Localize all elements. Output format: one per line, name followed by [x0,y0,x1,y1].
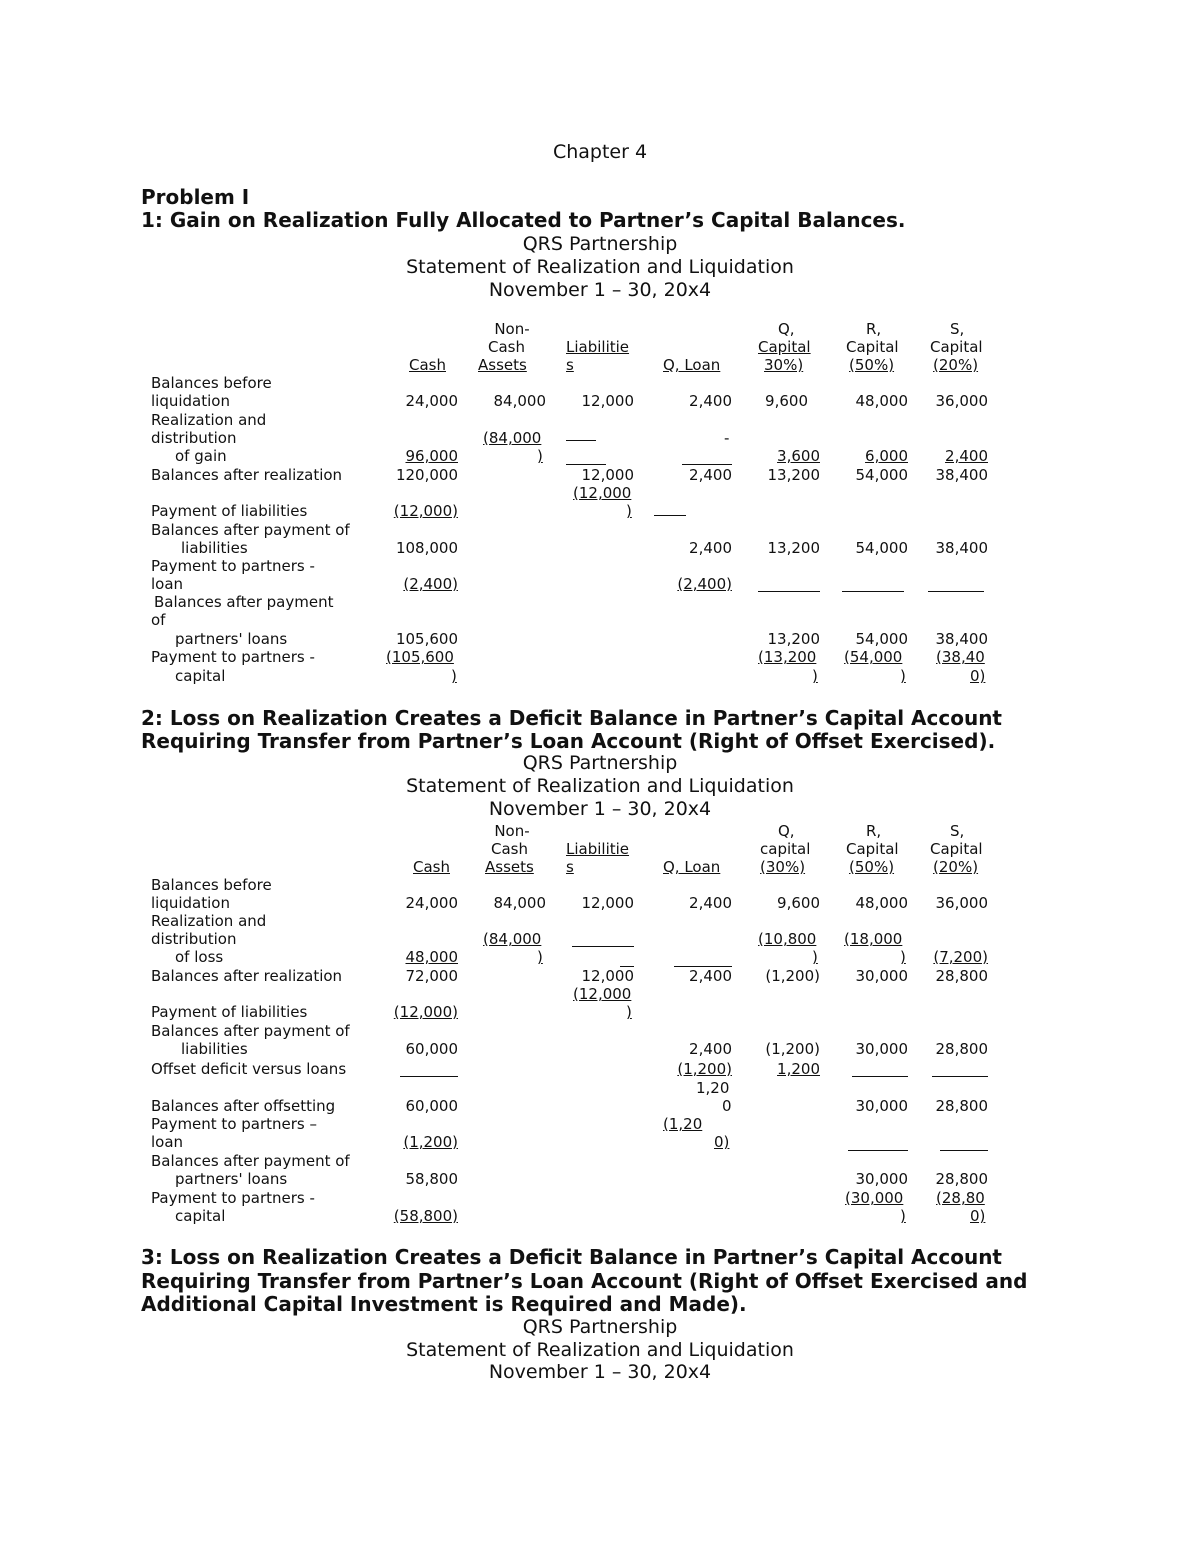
col-header-liabilities: s [566,356,574,374]
cell: ) [900,948,906,966]
cell: ) [812,948,818,966]
cell: 9,600 [765,392,808,410]
row-label: Balances after offsetting [151,1097,336,1115]
row-label: Balances after realization [151,466,343,484]
cell: (105,600 [386,648,454,666]
cell: 12,000 [581,392,634,410]
cell: 30,000 [855,967,908,985]
cell: 120,000 [395,466,458,484]
col-header-s-capital: S, [950,320,965,338]
cell: (13,200 [758,648,817,666]
section2-heading: 2: Loss on Realization Creates a Deficit Balance in Partner’s Capital Account [141,706,1002,730]
cell: 12,000 [581,967,634,985]
cell: 0 [722,1097,732,1115]
rule-line [932,1076,988,1077]
cell: 84,000 [493,894,546,912]
rule-line [842,591,904,592]
row-label: loan [151,575,184,593]
col-header-noncash: Cash [488,338,525,356]
cell: 2,400 [689,894,732,912]
cell: ) [900,1207,906,1225]
cell: ) [537,447,543,465]
cell: 108,000 [395,539,458,557]
col-header-r-capital: Capital [846,840,899,858]
cell: (10,800 [758,930,817,948]
section1-company: QRS Partnership [522,233,678,255]
cell: (12,000) [393,1003,458,1021]
col-header-liabilities: s [566,858,574,876]
row-label: Payment of liabilities [151,502,308,520]
cell: 3,600 [777,447,820,465]
cell: 1,20 [696,1079,730,1097]
row-label: Payment to partners - [151,648,315,666]
col-header-noncash: Cash [491,840,528,858]
row-label: Payment to partners – [151,1115,318,1133]
row-label: Balances after payment of [151,1152,350,1170]
cell: 28,800 [935,967,988,985]
cell: (1,200) [765,967,820,985]
cell: 1,200 [777,1060,820,1078]
cell: (1,200) [403,1133,458,1151]
row-label: of [151,611,166,629]
col-header-s-capital: (20%) [933,356,979,374]
section1-heading: 1: Gain on Realization Fully Allocated to Partner’s Capital Balances. [141,208,906,232]
cell: 2,400 [689,1040,732,1058]
cell: 54,000 [855,539,908,557]
cell: 48,000 [405,948,458,966]
col-header-noncash: Non- [494,822,530,840]
rule-line [848,1150,908,1151]
cell: 0) [970,1207,986,1225]
col-header-r-capital: R, [866,320,882,338]
cell: 38,400 [935,466,988,484]
row-label: Balances before [151,876,272,894]
cell: 105,600 [395,630,458,648]
rule-line [758,591,820,592]
row-label: Balances after payment of [151,1022,350,1040]
cell: 2,400 [689,466,732,484]
cell: (84,000 [483,429,542,447]
row-label: distribution [151,930,237,948]
row-label: of gain [175,447,227,465]
col-header-s-capital: Capital [930,338,983,356]
row-label: loan [151,1133,184,1151]
cell: ) [900,667,906,685]
cell: 54,000 [855,630,908,648]
cell: (1,200) [677,1060,732,1078]
cell: 36,000 [935,894,988,912]
cell: ) [451,667,457,685]
cell: ) [626,502,632,520]
section3-heading: 3: Loss on Realization Creates a Deficit Balance in Partner’s Capital Account [141,1245,1002,1269]
col-header-cash: Cash [413,858,450,876]
cell: (38,40 [936,648,985,666]
section3-period: November 1 – 30, 20x4 [488,1361,712,1383]
cell: 30,000 [855,1097,908,1115]
row-label: Balances after payment of [151,521,350,539]
cell: 60,000 [405,1040,458,1058]
row-label: capital [175,667,226,685]
cell: 38,400 [935,539,988,557]
cell: (1,20 [663,1115,703,1133]
section2-period: November 1 – 30, 20x4 [488,798,712,820]
col-header-r-capital: Capital [846,338,899,356]
col-header-q-capital: 30%) [764,356,804,374]
rule-line [400,1076,458,1077]
row-label: Realization and [151,912,267,930]
cell: (12,000 [573,484,632,502]
cell: 30,000 [855,1170,908,1188]
section3-company: QRS Partnership [522,1316,678,1338]
col-header-q-loan: Q, Loan [663,858,721,876]
cell: 30,000 [855,1040,908,1058]
cell: 48,000 [855,392,908,410]
col-header-q-capital: Q, [778,320,795,338]
cell: 24,000 [405,392,458,410]
cell: 38,400 [935,630,988,648]
row-label: distribution [151,429,237,447]
col-header-r-capital: (50%) [849,356,895,374]
row-label: partners' loans [175,630,288,648]
cell: 2,400 [689,392,732,410]
row-label: Payment to partners - [151,1189,315,1207]
rule-line [852,1076,908,1077]
cell: 6,000 [865,447,908,465]
cell: (28,80 [936,1189,985,1207]
rule-line [940,1150,988,1151]
cell: 28,800 [935,1097,988,1115]
cell: 13,200 [767,630,820,648]
cell: 13,200 [767,539,820,557]
cell: 96,000 [405,447,458,465]
problem-label: Problem I [141,185,250,209]
cell: - [724,429,730,447]
cell: 2,400 [689,967,732,985]
cell: 9,600 [777,894,820,912]
col-header-q-capital: Q, [778,822,795,840]
cell: 28,800 [935,1170,988,1188]
rule-line [566,440,596,441]
section2-company: QRS Partnership [522,752,678,774]
cell: 12,000 [581,466,634,484]
section2-statement-title: Statement of Realization and Liquidation [406,775,794,797]
col-header-q-capital: Capital [758,338,811,356]
row-label: capital [175,1207,226,1225]
row-label: Payment to partners - [151,557,315,575]
col-header-q-loan: Q, Loan [663,356,721,374]
cell: (30,000 [845,1189,904,1207]
col-header-s-capital: Capital [930,840,983,858]
row-label: of loss [175,948,224,966]
cell: (58,800) [393,1207,458,1225]
section3-statement-title: Statement of Realization and Liquidation [406,1339,794,1361]
col-header-q-capital: capital [760,840,811,858]
cell: 84,000 [493,392,546,410]
col-header-q-capital: (30%) [760,858,806,876]
section3-heading: Additional Capital Investment is Required and Made). [141,1292,747,1316]
cell: (12,000) [393,502,458,520]
cell: 0) [714,1133,730,1151]
row-label: liquidation [151,392,230,410]
rule-line [928,591,984,592]
cell: (54,000 [844,648,903,666]
col-header-liabilities: Liabilitie [566,338,630,356]
cell: 12,000 [581,894,634,912]
cell: 54,000 [855,466,908,484]
cell: 72,000 [405,967,458,985]
row-label: liabilities [181,1040,248,1058]
row-label: Offset deficit versus loans [151,1060,347,1078]
col-header-noncash: Assets [485,858,534,876]
cell: (18,000 [844,930,903,948]
col-header-noncash: Assets [478,356,527,374]
cell: (2,400) [677,575,732,593]
col-header-r-capital: (50%) [849,858,895,876]
cell: (1,200) [765,1040,820,1058]
row-label: partners' loans [175,1170,288,1188]
rule-line [572,946,634,947]
row-label: Payment of liabilities [151,1003,308,1021]
section1-period: November 1 – 30, 20x4 [488,279,712,301]
cell: 48,000 [855,894,908,912]
section1-statement-title: Statement of Realization and Liquidation [406,256,794,278]
cell: ) [812,667,818,685]
col-header-noncash: Non- [494,320,530,338]
col-header-s-capital: S, [950,822,965,840]
section2-heading: Requiring Transfer from Partner’s Loan Account (Right of Offset Exercised). [141,729,996,753]
row-label: Balances after realization [151,967,343,985]
cell: 36,000 [935,392,988,410]
col-header-s-capital: (20%) [933,858,979,876]
row-label: Balances after payment [154,593,334,611]
rule-line [654,515,686,516]
section3-heading: Requiring Transfer from Partner’s Loan Account (Right of Offset Exercised and [141,1269,1028,1293]
cell: ) [626,1003,632,1021]
cell: 60,000 [405,1097,458,1115]
row-label: Balances before [151,374,272,392]
cell: (7,200) [933,948,988,966]
cell: 13,200 [767,466,820,484]
cell: ) [537,948,543,966]
cell: 0) [970,667,986,685]
cell: 2,400 [689,539,732,557]
col-header-cash: Cash [409,356,446,374]
cell: (2,400) [403,575,458,593]
rule-line [682,464,732,465]
cell: 58,800 [405,1170,458,1188]
chapter-title: Chapter 4 [552,141,648,163]
cell: (84,000 [483,930,542,948]
row-label: liquidation [151,894,230,912]
col-header-r-capital: R, [866,822,882,840]
row-label: Realization and [151,411,267,429]
rule-line [566,464,606,465]
cell: 2,400 [945,447,988,465]
cell: 28,800 [935,1040,988,1058]
cell: (12,000 [573,985,632,1003]
row-label: liabilities [181,539,248,557]
col-header-liabilities: Liabilitie [566,840,630,858]
cell: 24,000 [405,894,458,912]
